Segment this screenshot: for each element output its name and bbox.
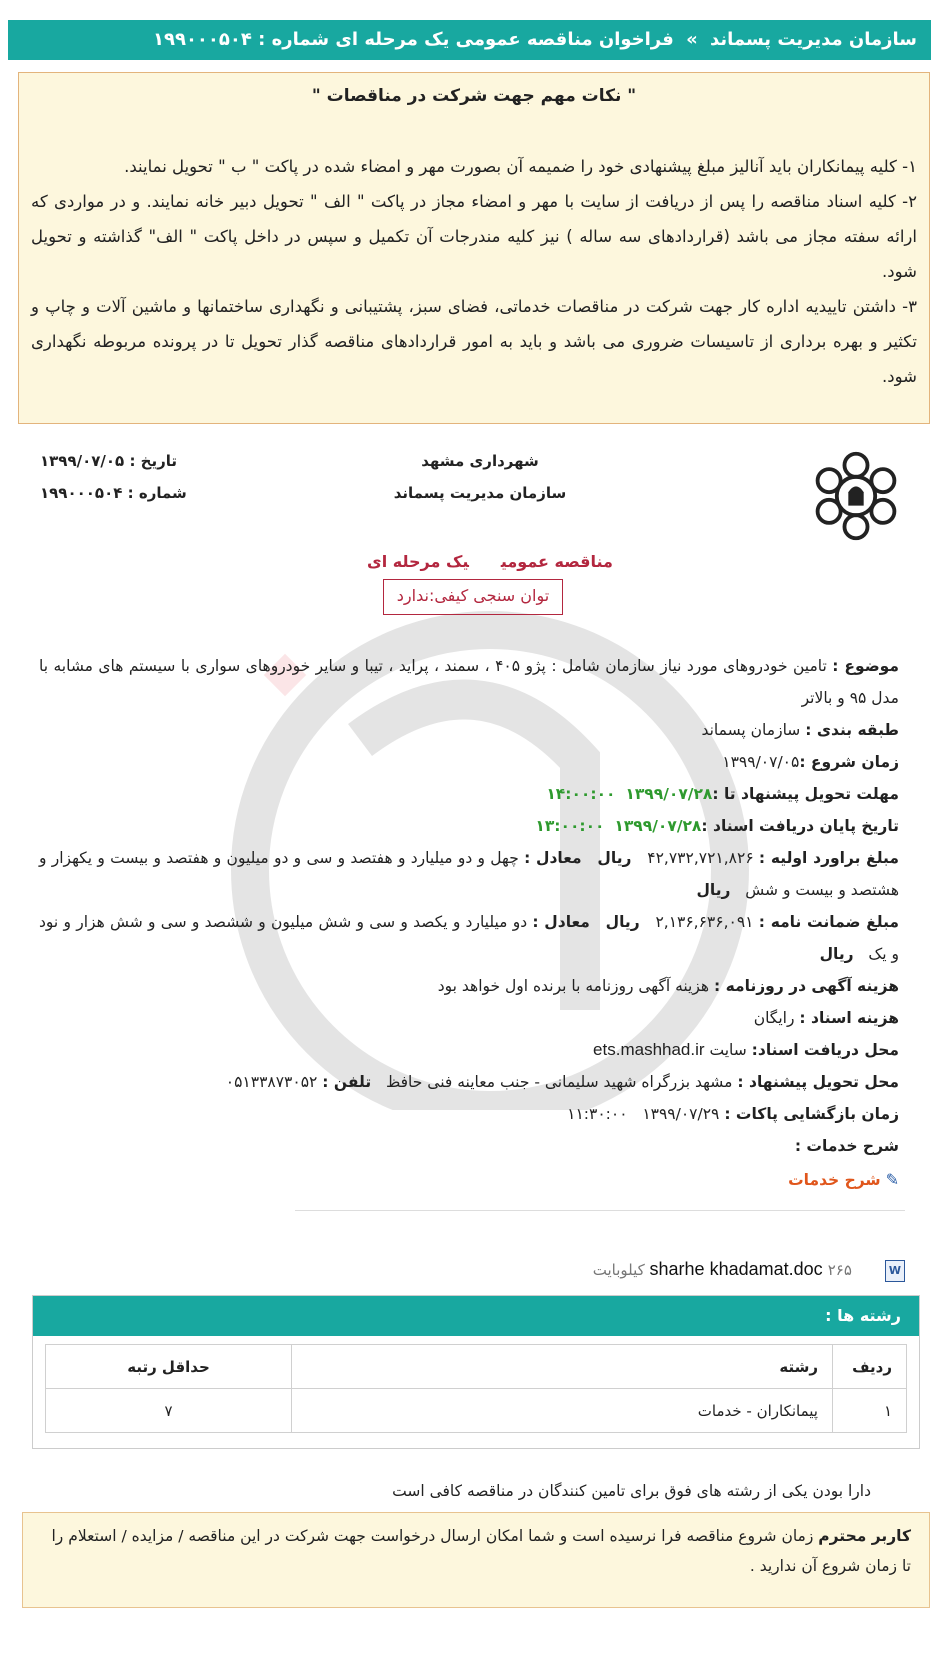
- organization-name: سازمان مدیریت پسماند: [393, 484, 567, 502]
- fields-table: [45, 1344, 907, 1433]
- opening-time-row: زمان بازگشایی پاکات : ۱۳۹۹/۰۷/۲۹ ۱۱:۳۰:۰۰: [567, 1105, 899, 1123]
- start-time-row: زمان شروع :۱۳۹۹/۰۷/۰۵: [722, 753, 899, 771]
- table-header-row: [46, 1345, 907, 1389]
- ets-site-link[interactable]: ets.mashhad.ir: [593, 1040, 705, 1059]
- fields-note: دارا بودن یکی از رشته های فوق برای تامین کنندگان در مناقصه کافی است: [392, 1482, 871, 1500]
- docs-end-row: تاریخ پایان دریافت اسناد :۱۳۹۹/۰۷/۲۸ ۱۳:۰۰:۰۰: [535, 817, 899, 835]
- note-item-1: ۱- کلیه پیمانکاران باید آنالیز مبلغ پیشنهادی خود را ضمیمه آن بصورت مهر و امضاء شده در پاکت " ب " تحویل نمایند.: [124, 157, 917, 176]
- attachment-name[interactable]: sharhe khadamat.doc: [649, 1259, 823, 1279]
- ad-cost-row: هزینه آگهی در روزنامه : هزینه آگهی روزنامه با برنده اول خواهد بود: [437, 977, 899, 995]
- start-warning: کاربر محترم زمان شروع مناقصه فرا نرسیده است و شما امکان ارسال درخواست جهت شرکت در این مناقصه / مزایده / استعلام را تا زمان شروع آن ندارید .: [22, 1512, 930, 1608]
- tender-type: مناقصه عمومییک مرحله ای: [367, 552, 613, 571]
- header-min-rank: حداقل رتبه: [46, 1345, 292, 1389]
- guarantee-row: مبلغ ضمانت نامه : ۲,۱۳۶,۶۳۶,۰۹۱ ریال معادل : دو میلیارد و یکصد و سی و شش میلیون و ششصد و سی و شش هزار و نود و یک ریال: [39, 913, 900, 963]
- services-link-row: [39, 1164, 899, 1196]
- note-item-2: ۲- کلیه اسناد مناقصه را پس از دریافت از سایت با مهر و امضاء مجاز در پاکت " الف " تحویل دبیر خانه نمایند. و در مواردی که ارائه سفته مجاز می باشد (قراردادهای سه ساله ) نیز کلیه مندرجات آن تکمیل و سپس در داخل پاکت " الف" گذاشته و تحویل شود.: [31, 192, 917, 281]
- section-divider: [295, 1210, 905, 1211]
- municipality-name: شهرداری مشهد: [421, 452, 539, 470]
- header-title: فراخوان مناقصه عمومی یک مرحله ای شماره : ۱۹۹۰۰۰۵۰۴: [152, 29, 674, 50]
- doc-cost-row: هزینه اسناد : رایگان: [753, 1009, 899, 1027]
- cell-field: پیمانکاران - خدمات: [292, 1389, 833, 1433]
- letter-number: شماره : ۱۹۹۰۰۰۵۰۴: [40, 484, 187, 502]
- fields-title: رشته ها :: [33, 1296, 919, 1336]
- attachment-row[interactable]: [545, 1255, 905, 1283]
- breadcrumb-separator: »: [686, 29, 698, 50]
- header-org-link[interactable]: سازمان مدیریت پسماند: [710, 29, 917, 50]
- receive-place-row: محل دریافت اسناد: سایت ets.mashhad.ir: [39, 1034, 899, 1066]
- word-doc-icon: W: [885, 1260, 905, 1282]
- letter-date: تاریخ : ۱۳۹۹/۰۷/۰۵: [40, 452, 178, 470]
- header-field: رشته: [292, 1345, 833, 1389]
- quality-assessment-badge: توان سنجی کیفی:ندارد: [383, 579, 563, 615]
- note-item-3: ۳- داشتن تاییدیه اداره کار جهت شرکت در مناقصات خدماتی، فضای سبز، پشتیبانی و نگهداری ساختمانها و ماشین آلات و چاپ و تکثیر و بهره برداری از تاسیسات ضروری می باشد و باید به امور قراردادهای مناقصه گذار تحویل تا در پرونده مربوطه نگهداری شود.: [31, 297, 917, 386]
- services-link[interactable]: شرح خدمات: [788, 1171, 881, 1189]
- important-notes: [18, 72, 930, 424]
- page-header: [8, 20, 931, 60]
- tender-details: [39, 650, 899, 1196]
- services-row: شرح خدمات :: [794, 1137, 899, 1155]
- deadline-row: مهلت تحویل پیشنهاد تا :۱۳۹۹/۰۷/۲۸ ۱۴:۰۰:۰۰: [546, 785, 899, 803]
- category-row: طبقه بندی : سازمان پسماند: [701, 721, 899, 739]
- table-row: [46, 1389, 907, 1433]
- cell-row-number: ۱: [833, 1389, 907, 1433]
- mashhad-municipality-logo: [808, 448, 904, 544]
- attachment-size: ۲۶۵ کیلوبایت: [592, 1261, 852, 1279]
- subject-row: موضوع : تامین خودروهای مورد نیاز سازمان شامل : پژو ۴۰۵ ، سمند ، پراید ، تیبا و سایر خودروهای سواری با سیستم های مشابه با مدل ۹۵ و بالاتر: [39, 657, 899, 707]
- fields-section: [32, 1295, 920, 1449]
- header-row-number: ردیف: [833, 1345, 907, 1389]
- edit-pen-icon: ✎: [885, 1170, 899, 1189]
- cell-min-rank: ۷: [46, 1389, 292, 1433]
- delivery-place-row: محل تحویل پیشنهاد : مشهد بزرگراه شهید سلیمانی - جنب معاینه فنی حافظ تلفن : ۰۵۱۳۳۸۷۳۰۵۲: [225, 1073, 899, 1091]
- notes-title: " نکات مهم جهت شرکت در مناقصات ": [311, 86, 637, 106]
- estimate-row: مبلغ براورد اولیه : ۴۲,۷۳۲,۷۲۱,۸۲۶ ریال معادل : چهل و دو میلیارد و هفتصد و سی و دو میلیون و هفتصد و بیست و یکهزار و هشتصد و بیست و شش ریال: [39, 849, 899, 899]
